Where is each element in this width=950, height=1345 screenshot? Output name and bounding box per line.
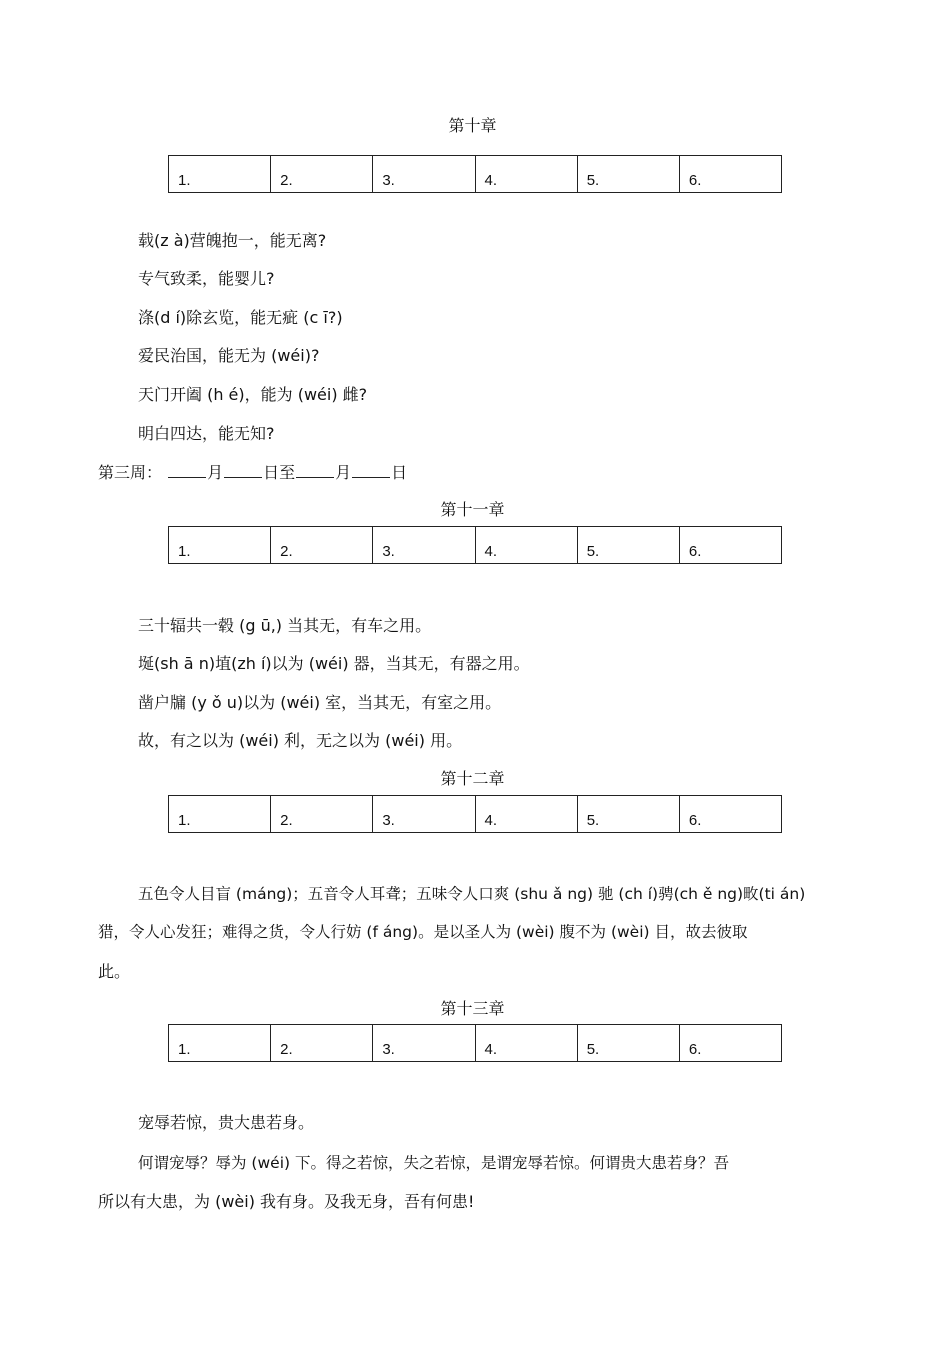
grid-cell-label: 2. xyxy=(280,1041,293,1058)
grid-cell-label: 1. xyxy=(178,172,191,189)
grid-cell-label: 1. xyxy=(178,1041,191,1058)
grid-cell[interactable] xyxy=(680,156,781,192)
text-line: 明白四达，能无知? xyxy=(138,424,275,443)
week-label: 第三周： xyxy=(98,463,163,482)
answer-grid-ch13 xyxy=(168,1024,782,1062)
grid-cell-label: 2. xyxy=(280,172,293,189)
grid-cell[interactable] xyxy=(578,527,680,563)
grid-cell-label: 6. xyxy=(688,812,702,829)
grid-cell-label: 4. xyxy=(484,172,498,189)
chapter-10-title: 第十章 xyxy=(448,116,497,135)
grid-cell-label: 5. xyxy=(586,1041,600,1058)
month-label: 月 xyxy=(207,463,224,482)
text-line: 专气致柔，能婴儿? xyxy=(138,269,275,288)
chapter-13-title: 第十三章 xyxy=(440,999,505,1018)
text-line: 故，有之以为 (wéi) 利，无之以为 (wéi) 用。 xyxy=(138,731,463,750)
text-line: 三十辐共一毂 (g ū,) 当其无，有车之用。 xyxy=(138,616,432,635)
grid-cell[interactable] xyxy=(169,796,271,832)
grid-cell[interactable] xyxy=(476,156,578,192)
text-line: 载(z à)营魄抱一，能无离? xyxy=(138,231,327,250)
answer-grid-ch10 xyxy=(168,155,782,193)
grid-cell[interactable] xyxy=(169,156,271,192)
text-line: 所以有大患，为 (wèi) 我有身。及我无身，吾有何患! xyxy=(98,1192,475,1211)
grid-cell[interactable] xyxy=(680,527,781,563)
grid-cell-label: 1. xyxy=(178,543,191,560)
grid-cell[interactable] xyxy=(169,527,271,563)
chapter-11-title: 第十一章 xyxy=(440,500,505,519)
day-to-label: 日至 xyxy=(263,463,296,482)
grid-cell[interactable] xyxy=(271,1025,373,1061)
grid-cell[interactable] xyxy=(578,796,680,832)
month2-blank[interactable] xyxy=(296,463,334,478)
answer-grid-ch12 xyxy=(168,795,782,833)
grid-cell[interactable] xyxy=(373,1025,475,1061)
grid-cell-label: 2. xyxy=(280,543,293,560)
chapter-12-title: 第十二章 xyxy=(440,769,505,788)
grid-cell[interactable] xyxy=(373,527,475,563)
answer-grid-ch11 xyxy=(168,526,782,564)
day2-blank[interactable] xyxy=(352,463,390,478)
text-line: 埏(sh ā n)埴(zh í)以为 (wéi) 器，当其无，有器之用。 xyxy=(138,654,530,673)
grid-cell[interactable] xyxy=(680,796,781,832)
month-blank[interactable] xyxy=(168,463,206,478)
grid-cell[interactable] xyxy=(373,796,475,832)
grid-cell-label: 6. xyxy=(688,1041,702,1058)
grid-cell-label: 6. xyxy=(688,172,702,189)
grid-cell[interactable] xyxy=(373,156,475,192)
grid-cell-label: 4. xyxy=(484,1041,498,1058)
grid-cell-label: 3. xyxy=(382,1041,395,1058)
grid-cell[interactable] xyxy=(476,1025,578,1061)
grid-cell-label: 4. xyxy=(484,812,498,829)
day2-label: 日 xyxy=(391,463,408,482)
text-line: 天门开阖 (h é)，能为 (wéi) 雌? xyxy=(138,385,368,404)
week-line xyxy=(98,463,407,483)
text-line: 凿户牖 (y ǒ u)以为 (wéi) 室，当其无，有室之用。 xyxy=(138,693,502,712)
text-line: 何谓宠辱？辱为 (wéi) 下。得之若惊，失之若惊，是谓宠辱若惊。何谓贵大患若身？吾 xyxy=(138,1154,729,1172)
text-line: 此。 xyxy=(98,962,131,981)
grid-cell-label: 3. xyxy=(382,543,395,560)
text-line: 猎，令人心发狂；难得之货，令人行妨 (f áng)。是以圣人为 (wèi) 腹不为 (wèi) 目，故去彼取 xyxy=(98,923,748,941)
grid-cell[interactable] xyxy=(680,1025,781,1061)
text-line: 五色令人目盲 (máng)；五音令人耳聋；五味令人口爽 (shu ǎ ng) 驰 (ch í)骋(ch ě ng)畋(ti án) xyxy=(138,885,806,903)
grid-cell[interactable] xyxy=(578,156,680,192)
grid-cell[interactable] xyxy=(271,796,373,832)
grid-cell-label: 3. xyxy=(382,172,395,189)
grid-cell-label: 1. xyxy=(178,812,191,829)
grid-cell-label: 5. xyxy=(586,812,600,829)
day-blank[interactable] xyxy=(224,463,262,478)
grid-cell-label: 4. xyxy=(484,543,498,560)
grid-cell-label: 6. xyxy=(688,543,702,560)
grid-cell-label: 5. xyxy=(586,172,600,189)
grid-cell-label: 5. xyxy=(586,543,600,560)
grid-cell[interactable] xyxy=(271,527,373,563)
grid-cell[interactable] xyxy=(476,796,578,832)
grid-cell[interactable] xyxy=(578,1025,680,1061)
text-line: 宠辱若惊，贵大患若身。 xyxy=(138,1113,315,1132)
grid-cell[interactable] xyxy=(271,156,373,192)
month2-label: 月 xyxy=(335,463,352,482)
grid-cell[interactable] xyxy=(169,1025,271,1061)
grid-cell-label: 3. xyxy=(382,812,395,829)
grid-cell[interactable] xyxy=(476,527,578,563)
text-line: 爱民治国，能无为 (wéi)? xyxy=(138,346,320,365)
grid-cell-label: 2. xyxy=(280,812,293,829)
text-line: 涤(d í)除玄览，能无疵 (c ī?) xyxy=(138,308,343,327)
